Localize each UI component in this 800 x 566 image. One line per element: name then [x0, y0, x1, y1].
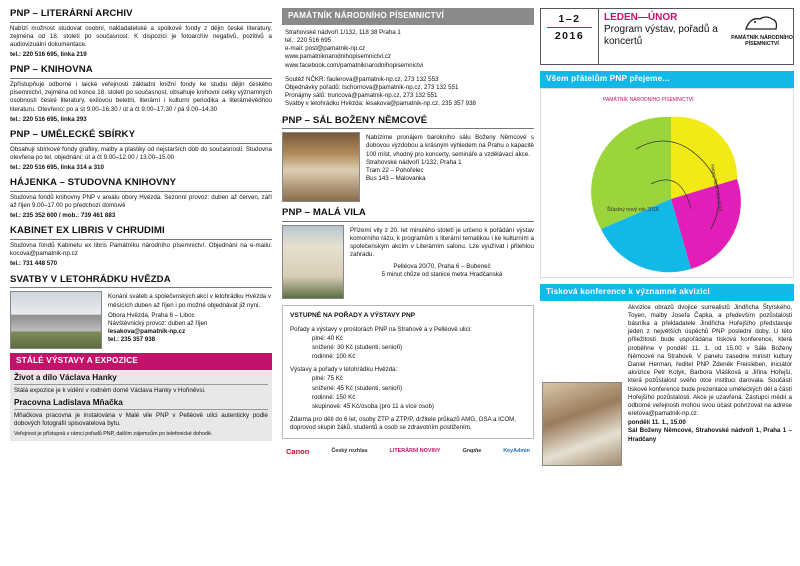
vila-walk: 5 minut chůze od stanice metra Hradčanská: [381, 270, 503, 278]
prices-intro1: Pořady a výstavy v prostorách PNP na Strahově a v Pelléově ulici:: [290, 325, 472, 333]
exlibris-title: KABINET EX LIBRIS V CHRUDIMI: [10, 225, 272, 240]
price-item: snížené: 30 Kč (studenti, senioři): [312, 343, 403, 351]
letohradek-photo: [10, 291, 102, 349]
ncr-line: Soutěž NČKR: faulerova@pamatnik-np.cz, 273 132 553: [285, 75, 439, 83]
hanka-title: Život a dílo Václava Hanky: [14, 373, 268, 385]
knihovna-tel: tel.: 220 516 695, linka 293: [10, 115, 87, 123]
card-header: PAMÁTNÍK NÁRODNÍHO PÍSEMNICTVÍ: [603, 96, 694, 103]
issue-program: Program výstav, pořadů a koncertů: [604, 24, 718, 47]
new-year-card: [540, 88, 794, 278]
issue-months: LEDEN—ÚNOR: [604, 12, 678, 23]
price-item: rodinné: 100 Kč: [312, 353, 356, 361]
svatby-email[interactable]: lesakova@pamatnik-np.cz: [108, 328, 186, 336]
prices-intro2: Výstavy a pořady v letohrádku Hvězda:: [290, 366, 398, 374]
prices-box: [282, 305, 534, 439]
prices-footer: Zdarma pro děti do 6 let, osoby ZTP a ZTP/P, držitele průkazů AMG, GSA a ICOM, doprovod skupin žáků, studentů a osob se zdravotním postižením.: [290, 416, 517, 432]
canon-logo: Canon: [286, 446, 310, 456]
contact-addr: Strahovské nádvoří 1/132, 118 38 Praha 1: [285, 28, 401, 36]
hanka-text: Stálá expozice je k vidění v rodném domě Václava Hanky v Hořiněvsi.: [14, 386, 206, 394]
svatby-tel: tel.: 235 357 938: [108, 336, 156, 344]
contact-email[interactable]: e-mail: post@pamatnik-np.cz: [285, 45, 366, 53]
card-graphic: [541, 89, 794, 278]
exlibris-tel: tel.: 731 448 570: [10, 260, 58, 268]
lion-icon: [742, 13, 782, 33]
tisk-when: pondělí 11. 1., 15.00: [628, 419, 686, 427]
hajenka-text: Studovna fondů knihovny PNP v areálu obory Hvězda. Sezonní provoz: duben až červen, září až říjen 9.00–17.00 po předchozí domluvě: [10, 193, 272, 210]
knihovna-text: Zpřístupňuje odborné i laické veřejnosti základní knižní fondy ke studiu dějin českého písemnictví, zejména od konce 18. století po současnost, obsahuje knihovní celky významných osobností české literatury, exilovou beletrii, literární i kulturní periodika a literárněvědnou literaturu. Otevřeno: po a st 9.00–16.30 / út a čt 9.00–17.30 / pá 9.00–14.30: [10, 81, 272, 113]
vila-photo: [282, 225, 344, 299]
graphe-logo: Graphe: [462, 447, 482, 454]
issue-year: 2016: [554, 29, 585, 42]
vila-addr: Pelléova 20/70, Praha 6 – Bubeneč: [393, 262, 491, 270]
svatby-contact: Návštěvnický provoz: duben až říjen: [108, 319, 208, 327]
keyadmin-logo: KeyAdmin: [503, 447, 530, 454]
price-item: plné: 40 Kč: [312, 334, 343, 342]
contact-tel: tel.: 220 516 695: [285, 37, 332, 45]
issue-header: [540, 8, 794, 65]
card-wish2: Happy New Year 2016: [708, 163, 723, 212]
column-middle: [282, 8, 534, 566]
archiv-text: Nabízí možnost studovat osobní, nakladatelské a spolkové fondy z dějin české literatury, zejména od 18. století po současnost. K dispozici je fotoarchiv negativů, pozitivů a audiovizuální dokumentace.: [10, 24, 272, 49]
price-item: rodinné: 150 Kč: [312, 393, 356, 401]
exlibris-text: Studovna fondů Kabinetu ex libris Památníku národního písemnictví. Objednání na e-mailu: kocova@pamatnik-np.cz: [10, 242, 272, 258]
mnacko-text: Mňačkova pracovna je instalována v Malé vile PNP v Pelléově ulici autenticky podle dobových fotografií spisovatelova bytu.: [14, 411, 268, 428]
svatby-title: SVATBY V LETOHRÁDKU HVĚZDA: [10, 274, 272, 289]
expo-note: Veřejnost je přístupná v rámci pořadů PNP, dalším zájemcům po telefonické dohodě.: [14, 431, 213, 438]
sal-photo: [282, 132, 360, 202]
sal-bus: Bus 143 – Malovanka: [366, 175, 426, 183]
literarni-noviny-logo: LITERÁRNÍ NOVINY: [389, 447, 441, 454]
pnp-band: PAMÁTNÍK NÁRODNÍHO PÍSEMNICTVÍ: [282, 8, 534, 25]
tisk-text: Akvizice obrazů dvojice surrealistů Jindřicha Štyrského, Toyen, malby Josefa Čapka, a především pozůstalosti básníka a překladatele Jindřicha Hořejšího představuje jeden z největších úspěchů PNP poslední doby. U této příležitosti bude uspořádána tisková konference, která proběhne v pondělí 11. 1. od 15.00 v Sále Boženy Němcové na Strahově. V panelu zasedne ministr kultury Daniel Herman, ředitel PNP Zdeněk Freisleben, iniciátor akvizice Petr Kotyk, Barbora Vlášková a Jiřina Hořejší, která pozůstalost svého otce instituci darovala. Součástí tiskové konference bude prezentace uměleckých děl a částí Hořejšího pozůstalosti. Akce je uzavřená. Zástupci médií a odborné veřejnosti mohou svou účast potvrzovat na adrese eretova@pamatnik-np.cz.: [628, 303, 792, 418]
tisk-band: Tisková konference k významné akvizici: [540, 284, 794, 301]
prices-title: VSTUPNÉ NA POŘADY A VÝSTAVY PNP: [290, 311, 416, 319]
svatby-text: Konání svateb a společenských akcí v letohrádku Hvězda v měsících duben až říjen i po možné objednávat již nyní.: [108, 293, 272, 309]
price-item: skupinové: 45 Kč/osoba (pro 11 a více osob): [312, 403, 434, 411]
price-item: snížené: 45 Kč (studenti, senioři): [312, 384, 403, 392]
card-wish: Šťastný nový rok 2016: [607, 206, 659, 213]
sbirky-tel: tel.: 220 516 695, linka 314 a 310: [10, 164, 104, 172]
rental-line: Pronájmy sálů: truncova@pamatnik-np.cz, 273 132 551: [285, 92, 438, 100]
sponsor-logos: [282, 447, 534, 457]
price-item: plné: 75 Kč: [312, 375, 343, 383]
knihovna-title: PNP – KNIHOVNA: [10, 64, 272, 79]
sbirky-text: Obsahují sbírkové fondy grafiky, malby a plastiky od nejstarších dob do současnosti. Studovna otevřena po tel. objednání: út a čt 9.00–12.00 / 13.00–15.00: [10, 145, 272, 161]
issue-months-number: 1–2: [547, 13, 592, 28]
contact-facebook[interactable]: www.facebook.com/pamatniknarodnihopisemnictvi: [285, 61, 424, 69]
orders-line: Objednávky pořadů: tschornova@pamatnik-np.cz, 273 132 551: [285, 83, 459, 91]
sal-title: PNP – SÁL BOŽENY NĚMCOVÉ: [282, 115, 534, 130]
sal-addr: Strahovské nádvoří 1/132, Praha 1: [366, 158, 462, 166]
sal-tram: Tram 22 – Pohořelec: [366, 166, 424, 174]
archiv-tel: tel.: 220 516 695, linka 219: [10, 51, 87, 59]
vila-text: Přízemí vily z 20. let minulého století je určeno k pořádání výstav komorního rázu, k programům s literární tematikou i ke kulturním a společenským akcím v Literárním salonu. Lze využívat i přilehlou zahradu.: [350, 226, 534, 259]
weddings-line: Svatby v letohrádku Hvězda: lesakova@pamatnik-np.cz, 235 357 938: [285, 100, 476, 108]
issue-number: [541, 9, 599, 64]
sbirky-title: PNP – UMĚLECKÉ SBÍRKY: [10, 129, 272, 144]
rozhlas-logo: Český rozhlas: [331, 447, 368, 454]
vila-title: PNP – MALÁ VILA: [282, 207, 534, 222]
svatby-addr: Obora Hvězda, Praha 6 – Liboc: [108, 311, 195, 319]
sal-text: Nabízíme pronájem barokního sálu Boženy Němcové s dobovou výzdobou a krásným výhledem na Prahu o kapacitě 100 míst, vhodný pro koncerty, semináře a vzdělávací akce.: [366, 134, 534, 158]
column-right: [540, 8, 794, 566]
pnp-logo-text: PAMÁTNÍK NÁRODNÍHO PÍSEMNICTVÍ: [731, 35, 793, 48]
tisk-where: Sál Boženy Němcové, Strahovské nádvoří 1, Praha 1 – Hradčany: [628, 427, 792, 443]
hajenka-title: HÁJENKA – STUDOVNA KNIHOVNY: [10, 177, 272, 192]
mnacko-title: Pracovna Ladislava Mňačka: [14, 398, 268, 410]
pnp-logo: [731, 9, 793, 64]
column-left: [10, 8, 272, 566]
hajenka-tel: tel.: 235 352 600 / mob.: 739 461 883: [10, 212, 116, 220]
contact-web[interactable]: www.pamatniknarodnihopisemnictvi.cz: [285, 53, 391, 61]
expo-band: STÁLÉ VÝSTAVY A EXPOZICE: [10, 353, 272, 370]
painting-photo: [542, 382, 622, 466]
archiv-title: PNP – LITERÁRNÍ ARCHIV: [10, 8, 272, 23]
wish-band: Všem přátelům PNP přejeme...: [540, 71, 794, 88]
